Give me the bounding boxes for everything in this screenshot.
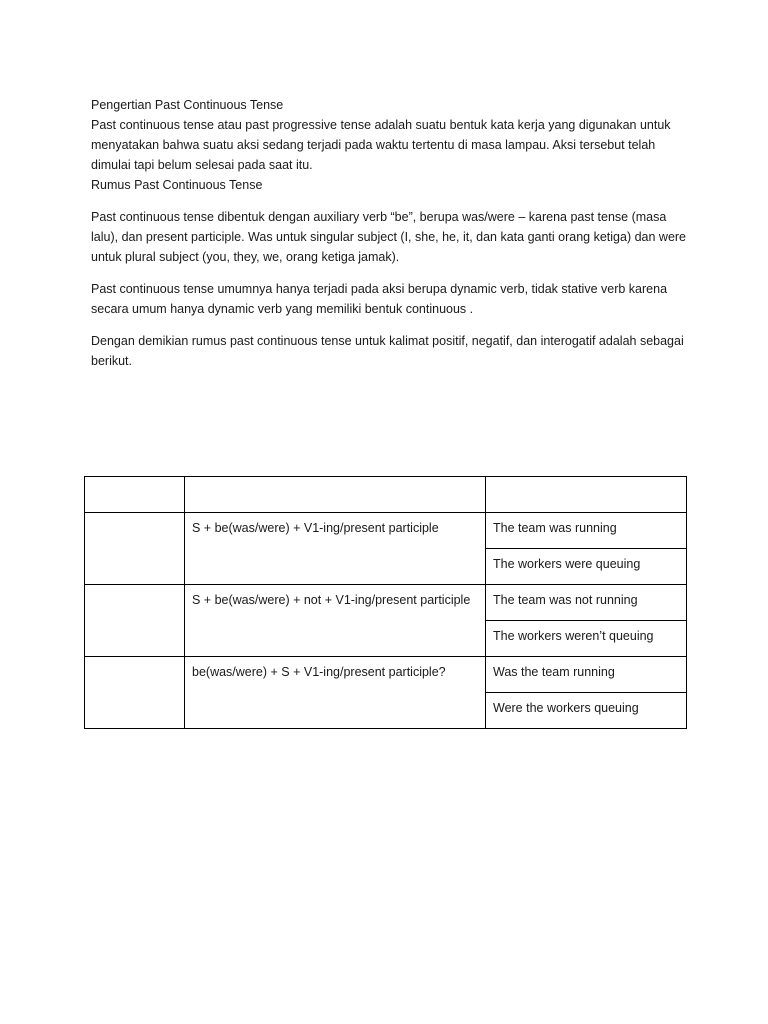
table-row	[85, 513, 687, 549]
table-row	[85, 585, 687, 621]
formula-cell: be(was/were) + S + V1-ing/present participle?	[185, 657, 486, 729]
table-header-row	[85, 477, 687, 513]
example-cell: Were the workers queuing	[486, 693, 687, 729]
paragraph-auxiliary: Past continuous tense dibentuk dengan auxiliary verb “be”, berupa was/were – karena past tense (masa lalu), dan present participle. Was untuk singular subject (I, she, he, it, dan kata ganti orang ketiga) dan were untuk plural subject (you, they, we, orang ketiga jamak).	[91, 210, 687, 264]
paragraph-intro-table: Dengan demikian rumus past continuous tense untuk kalimat positif, negatif, dan interogatif adalah sebagai berikut.	[91, 334, 684, 368]
table-header-cell	[85, 477, 185, 513]
example-cell: Was the team running	[486, 657, 687, 693]
example-cell: The team was running	[486, 513, 687, 549]
sentence-type-cell	[85, 513, 185, 585]
table-header-cell	[185, 477, 486, 513]
table-header-cell	[486, 477, 687, 513]
sentence-type-cell	[85, 657, 185, 729]
formula-table	[84, 476, 687, 729]
section-heading-pengertian: Pengertian Past Continuous Tense	[91, 98, 284, 112]
paragraph-dynamic-verb: Past continuous tense umumnya hanya terjadi pada aksi berupa dynamic verb, tidak stative verb karena secara umum hanya dynamic verb yang memiliki bentuk continuous .	[91, 282, 668, 316]
formula-cell: S + be(was/were) + not + V1-ing/present participle	[185, 585, 486, 657]
example-cell: The team was not running	[486, 585, 687, 621]
sentence-type-cell	[85, 585, 185, 657]
example-cell: The workers were queuing	[486, 549, 687, 585]
example-cell: The workers weren’t queuing	[486, 621, 687, 657]
formula-cell: S + be(was/were) + V1-ing/present participle	[185, 513, 486, 585]
document-body	[91, 95, 691, 371]
table-row	[85, 657, 687, 693]
paragraph-definition: Past continuous tense atau past progressive tense adalah suatu bentuk kata kerja yang digunakan untuk menyatakan bahwa suatu aksi sedang terjadi pada waktu tertentu di masa lampau. Aksi tersebut telah dimulai tapi belum selesai pada saat itu.	[91, 118, 671, 172]
section-heading-rumus: Rumus Past Continuous Tense	[91, 178, 263, 192]
